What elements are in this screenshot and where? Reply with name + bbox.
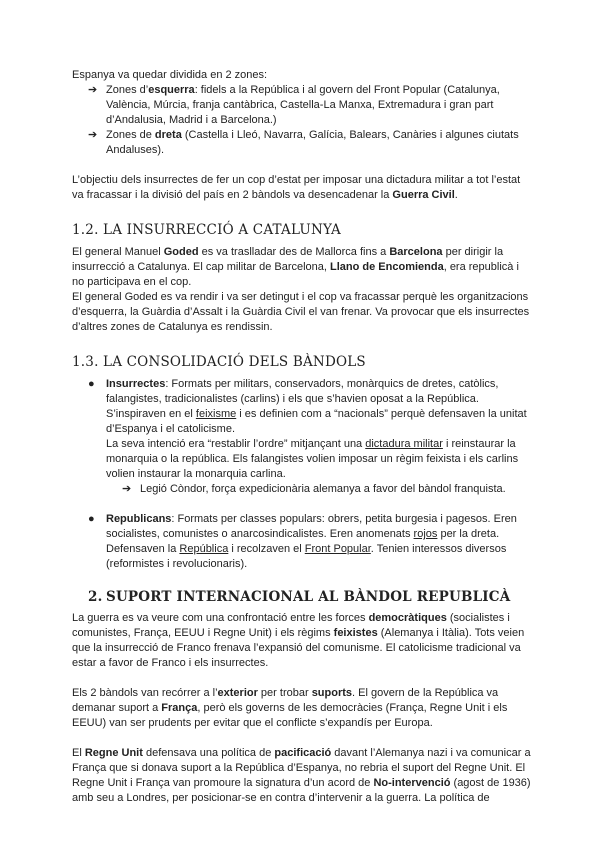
objective-paragraph: L’objectiu dels insurrectes de fer un cop d’estat per imposar una dictadura militar a tot l’estat va fracassar i la divisió del país en 2 bàndols va desencadenar la Guerra Civil.	[72, 174, 521, 201]
republicans-item: ● Republicans: Formats per classes populars: obrers, petita burgesia i pagesos. Eren socialistes, comunistes o anarcosindicalistes. Eren anomenats rojos per la dreta. Defensaven la República i recolzaven el Front Popular. Tenien interessos diversos (reformistes i revolucionaris).	[88, 513, 517, 570]
arrow-icon: ➔	[88, 129, 98, 141]
section-heading-1-3: 1.3. LA CONSOLIDACIÓ DELS BÀNDOLS	[72, 354, 366, 370]
division-intro: Espanya va quedar dividida en 2 zones:	[72, 69, 268, 81]
arrow-icon: ➔	[88, 84, 98, 96]
goded-paragraph: El general Manuel Goded es va traslladar des de Mallorca fins a Barcelona per dirigir la insurrecció a Catalunya. El cap militar de Barcelona, Llano de Encomienda, era republicà i no participava en el cop.	[72, 246, 519, 288]
zone-left-item: ➔ Zones d’esquerra: fidels a la República i al govern del Front Popular (Catalunya, València, Múrcia, franja cantàbrica, Castella-La Manxa, Extremadura i gran part d’Andalusia, Madrid i a Barcelona.)	[88, 84, 500, 126]
zone-right-item: ➔ Zones de dreta (Castella i Lleó, Navarra, Galícia, Balears, Canàries i algunes ciutats Andaluses).	[88, 129, 519, 156]
document-page	[72, 68, 532, 806]
surrender-paragraph: El general Goded es va rendir i va ser detingut i el cop va fracassar perquè les organitzacions d’esquerra, la Guàrdia d’Assalt i la Guàrdia Civil el van frenar. Va provocar que els insurrectes d’altres zones de Catalunya es rendissin.	[72, 291, 530, 333]
sides-list	[72, 377, 532, 572]
confrontation-paragraph: La guerra es va veure com una confrontació entre les forces democràtiques (socialistes i comunistes, França, EEUU i Regne Unit) i els règims feixistes (Alemanya i Itàlia). Tots veien que la insurrecció de Franco frenava l’expansió del comunisme. El catolicisme tradicional va estar a favor de Franco i els insurrectes.	[72, 612, 525, 669]
zones-list	[72, 83, 532, 158]
legio-condor-item: ➔ Legió Còndor, força expedicionària alemanya a favor del bàndol franquista.	[122, 483, 506, 495]
insurrectes-item: ● Insurrectes: Formats per militars, conservadors, monàrquics de dretes, catòlics, falangistes, tradicionalistes (carlins) i els que s’havien oposat a la República. S’inspiraven en el feixisme i es definien com a “nacionals” perquè defensaven la unitat d’Espanya i el catolicisme. La seva intenció era “restablir l’ordre” mitjançant una dictadura militar i reinstaurar la monarquia o la república. Els falangistes volien imposar un règim feixista i els carlins volien instaurar la monarquia carlina. ➔ Legió Còndor, força expedicionària alemanya a favor del bàndol franquista.	[72, 377, 532, 497]
external-support-paragraph: Els 2 bàndols van recórrer a l’exterior per trobar suports. El govern de la República va demanar suport a França, però els governs de les democràcies (França, Regne Unit i els EEUU) van ser prudents per evitar que el conflicte s’expandís per Europa.	[72, 687, 508, 729]
uk-policy-paragraph: El Regne Unit defensava una política de pacificació davant l’Alemanya nazi i va comunicar a França que si donava suport a la República d’Espanya, no rebria el suport del Regne Unit. El Regne Unit i França van promoure la signatura d’un acord de No-intervenció (agost de 1936) amb seu a Londres, per posicionar-se en contra d’intervenir a la guerra. La política de	[72, 747, 531, 804]
section-heading-1-2: 1.2. LA INSURRECCIÓ A CATALUNYA	[72, 222, 341, 238]
bullet-icon: ●	[88, 378, 95, 390]
section-heading-2: 2. SUPORT INTERNACIONAL AL BÀNDOL REPUBLICÀ	[88, 589, 511, 605]
arrow-icon: ➔	[122, 483, 132, 495]
bullet-icon: ●	[88, 513, 95, 525]
